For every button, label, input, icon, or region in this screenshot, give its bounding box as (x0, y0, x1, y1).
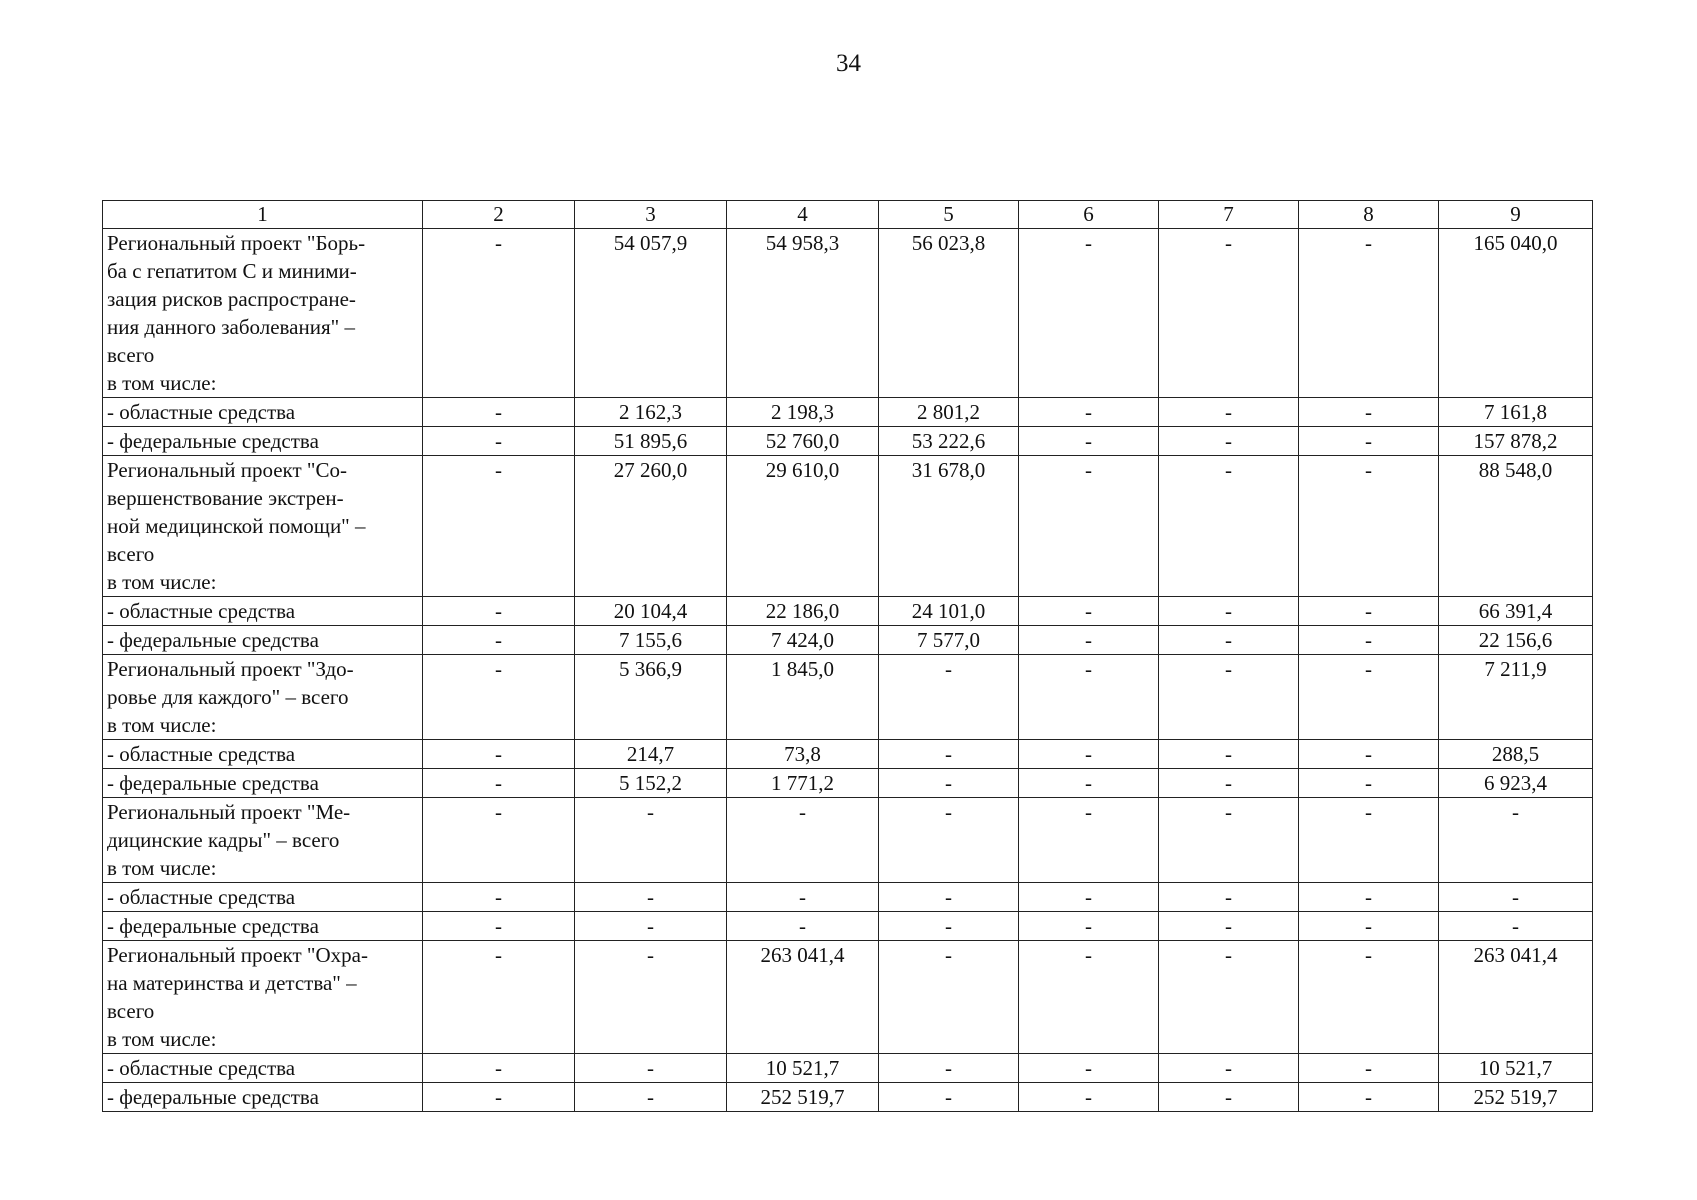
project-name-cell (103, 456, 423, 597)
value-cell: - (575, 941, 727, 1054)
value-cell: - (1299, 427, 1439, 456)
value-cell: 56 023,8 (879, 229, 1019, 398)
funding-source-cell: - федеральные средства (103, 1083, 423, 1112)
value-cell: - (879, 769, 1019, 798)
value-cell: - (423, 597, 575, 626)
value-cell: - (879, 883, 1019, 912)
value-cell: - (727, 912, 879, 941)
funding-source-cell: - федеральные средства (103, 769, 423, 798)
value-cell: 10 521,7 (727, 1054, 879, 1083)
value-cell: - (1019, 941, 1159, 1054)
value-cell: - (575, 883, 727, 912)
value-cell: - (423, 1054, 575, 1083)
project-name-line: ровье для каждого" – всего (107, 685, 349, 709)
value-cell: 7 577,0 (879, 626, 1019, 655)
value-cell: 214,7 (575, 740, 727, 769)
value-cell: 52 760,0 (727, 427, 879, 456)
value-cell: 2 801,2 (879, 398, 1019, 427)
table-row-source (103, 1083, 1593, 1112)
column-header: 9 (1439, 201, 1593, 229)
value-cell: - (879, 740, 1019, 769)
value-cell: 263 041,4 (1439, 941, 1593, 1054)
value-cell: 252 519,7 (727, 1083, 879, 1112)
value-cell: 10 521,7 (1439, 1054, 1593, 1083)
column-header: 8 (1299, 201, 1439, 229)
table-body (103, 229, 1593, 1112)
value-cell: - (1019, 883, 1159, 912)
value-cell: - (727, 883, 879, 912)
value-cell: 22 156,6 (1439, 626, 1593, 655)
value-cell: - (575, 912, 727, 941)
value-cell: - (1019, 626, 1159, 655)
project-name-line: вершенствование экстрен- (107, 486, 344, 510)
project-name-line: Региональный проект "Со- (107, 458, 347, 482)
value-cell: - (423, 398, 575, 427)
value-cell: 51 895,6 (575, 427, 727, 456)
value-cell: - (423, 1083, 575, 1112)
column-header: 2 (423, 201, 575, 229)
page-number: 34 (836, 50, 861, 77)
value-cell: - (423, 229, 575, 398)
funding-source-cell: - областные средства (103, 883, 423, 912)
project-name-cell (103, 798, 423, 883)
value-cell: 165 040,0 (1439, 229, 1593, 398)
value-cell: - (1299, 597, 1439, 626)
value-cell: - (1299, 1083, 1439, 1112)
value-cell: - (1299, 740, 1439, 769)
project-name-line: в том числе: (107, 856, 217, 880)
value-cell: - (879, 1054, 1019, 1083)
project-name-line: ной медицинской помощи" – (107, 514, 366, 538)
value-cell: 252 519,7 (1439, 1083, 1593, 1112)
table-row-source (103, 597, 1593, 626)
value-cell: 7 424,0 (727, 626, 879, 655)
value-cell: - (575, 1054, 727, 1083)
value-cell: - (1299, 798, 1439, 883)
value-cell: 20 104,4 (575, 597, 727, 626)
project-name-line: ния данного заболевания" – (107, 315, 355, 339)
value-cell: - (879, 798, 1019, 883)
value-cell: - (1299, 456, 1439, 597)
value-cell: 29 610,0 (727, 456, 879, 597)
value-cell: - (1019, 655, 1159, 740)
value-cell: - (423, 655, 575, 740)
value-cell: - (423, 769, 575, 798)
value-cell: - (1019, 456, 1159, 597)
value-cell: - (1019, 398, 1159, 427)
table-header-row (103, 201, 1593, 229)
value-cell: - (423, 456, 575, 597)
project-name-line: Региональный проект "Здо- (107, 657, 354, 681)
value-cell: - (1019, 912, 1159, 941)
project-name-line: Региональный проект "Ме- (107, 800, 351, 824)
value-cell: - (1299, 912, 1439, 941)
value-cell: 7 155,6 (575, 626, 727, 655)
table-row-project (103, 456, 1593, 597)
project-name-line: на материнства и детства" – (107, 971, 357, 995)
project-name-line: в том числе: (107, 570, 217, 594)
value-cell: - (575, 798, 727, 883)
value-cell: - (423, 626, 575, 655)
project-name-cell (103, 229, 423, 398)
value-cell: - (575, 1083, 727, 1112)
table-row-source (103, 769, 1593, 798)
value-cell: - (1019, 229, 1159, 398)
project-name-line: всего (107, 343, 155, 367)
value-cell: - (1299, 655, 1439, 740)
value-cell: - (423, 941, 575, 1054)
value-cell: - (727, 798, 879, 883)
value-cell: - (1159, 626, 1299, 655)
value-cell: - (1019, 597, 1159, 626)
value-cell: - (1159, 398, 1299, 427)
value-cell: 54 958,3 (727, 229, 879, 398)
value-cell: - (1159, 1054, 1299, 1083)
project-name-line: всего (107, 999, 155, 1023)
value-cell: - (1159, 427, 1299, 456)
table-row-source (103, 626, 1593, 655)
value-cell: - (879, 941, 1019, 1054)
table-row-source (103, 1054, 1593, 1083)
value-cell: 6 923,4 (1439, 769, 1593, 798)
value-cell: 88 548,0 (1439, 456, 1593, 597)
value-cell: - (879, 1083, 1019, 1112)
funding-source-cell: - федеральные средства (103, 626, 423, 655)
value-cell: - (1019, 1054, 1159, 1083)
value-cell: 66 391,4 (1439, 597, 1593, 626)
project-name-line: Региональный проект "Охра- (107, 943, 368, 967)
project-name-line: в том числе: (107, 1027, 217, 1051)
project-name-cell (103, 655, 423, 740)
value-cell: - (1299, 1054, 1439, 1083)
value-cell: - (1299, 398, 1439, 427)
column-header: 6 (1019, 201, 1159, 229)
value-cell: - (1159, 597, 1299, 626)
value-cell: - (1439, 883, 1593, 912)
table-row-project (103, 941, 1593, 1054)
value-cell: - (1159, 1083, 1299, 1112)
value-cell: - (423, 798, 575, 883)
value-cell: - (1299, 883, 1439, 912)
value-cell: - (1019, 798, 1159, 883)
value-cell: 2 162,3 (575, 398, 727, 427)
column-header: 1 (103, 201, 423, 229)
value-cell: 288,5 (1439, 740, 1593, 769)
value-cell: - (1299, 626, 1439, 655)
value-cell: - (1299, 769, 1439, 798)
value-cell: 22 186,0 (727, 597, 879, 626)
table-row-project (103, 655, 1593, 740)
value-cell: - (1159, 740, 1299, 769)
project-name-line: ба с гепатитом С и миними- (107, 259, 357, 283)
project-name-cell (103, 941, 423, 1054)
funding-source-cell: - федеральные средства (103, 912, 423, 941)
value-cell: 54 057,9 (575, 229, 727, 398)
funding-source-cell: - федеральные средства (103, 427, 423, 456)
budget-table (102, 200, 1593, 1112)
table-row-project (103, 798, 1593, 883)
value-cell: 7 211,9 (1439, 655, 1593, 740)
funding-source-cell: - областные средства (103, 398, 423, 427)
value-cell: - (1159, 941, 1299, 1054)
value-cell: - (423, 427, 575, 456)
value-cell: - (1159, 655, 1299, 740)
value-cell: - (1019, 769, 1159, 798)
value-cell: - (1159, 769, 1299, 798)
value-cell: - (423, 740, 575, 769)
table-row-project (103, 229, 1593, 398)
value-cell: 5 152,2 (575, 769, 727, 798)
table-row-source (103, 398, 1593, 427)
value-cell: 7 161,8 (1439, 398, 1593, 427)
funding-source-cell: - областные средства (103, 1054, 423, 1083)
value-cell: - (1159, 229, 1299, 398)
value-cell: - (1439, 798, 1593, 883)
value-cell: - (1159, 456, 1299, 597)
project-name-line: Региональный проект "Борь- (107, 231, 366, 255)
value-cell: 27 260,0 (575, 456, 727, 597)
value-cell: - (1019, 427, 1159, 456)
value-cell: - (1299, 229, 1439, 398)
column-header: 7 (1159, 201, 1299, 229)
value-cell: 2 198,3 (727, 398, 879, 427)
value-cell: - (423, 912, 575, 941)
value-cell: 263 041,4 (727, 941, 879, 1054)
value-cell: - (1019, 740, 1159, 769)
value-cell: - (1439, 912, 1593, 941)
value-cell: 157 878,2 (1439, 427, 1593, 456)
table-row-source (103, 883, 1593, 912)
value-cell: 73,8 (727, 740, 879, 769)
value-cell: - (879, 912, 1019, 941)
project-name-line: всего (107, 542, 155, 566)
funding-source-cell: - областные средства (103, 597, 423, 626)
value-cell: 5 366,9 (575, 655, 727, 740)
value-cell: 31 678,0 (879, 456, 1019, 597)
value-cell: - (1159, 798, 1299, 883)
value-cell: - (1159, 883, 1299, 912)
project-name-line: дицинские кадры" – всего (107, 828, 340, 852)
table-row-source (103, 912, 1593, 941)
value-cell: 1 771,2 (727, 769, 879, 798)
project-name-line: в том числе: (107, 713, 217, 737)
value-cell: - (879, 655, 1019, 740)
project-name-line: зация рисков распростране- (107, 287, 356, 311)
value-cell: 1 845,0 (727, 655, 879, 740)
column-header: 4 (727, 201, 879, 229)
table-row-source (103, 427, 1593, 456)
value-cell: - (1299, 941, 1439, 1054)
value-cell: - (1019, 1083, 1159, 1112)
project-name-line: в том числе: (107, 371, 217, 395)
funding-source-cell: - областные средства (103, 740, 423, 769)
value-cell: - (1159, 912, 1299, 941)
column-header: 5 (879, 201, 1019, 229)
table-row-source (103, 740, 1593, 769)
value-cell: 53 222,6 (879, 427, 1019, 456)
value-cell: - (423, 883, 575, 912)
column-header: 3 (575, 201, 727, 229)
value-cell: 24 101,0 (879, 597, 1019, 626)
